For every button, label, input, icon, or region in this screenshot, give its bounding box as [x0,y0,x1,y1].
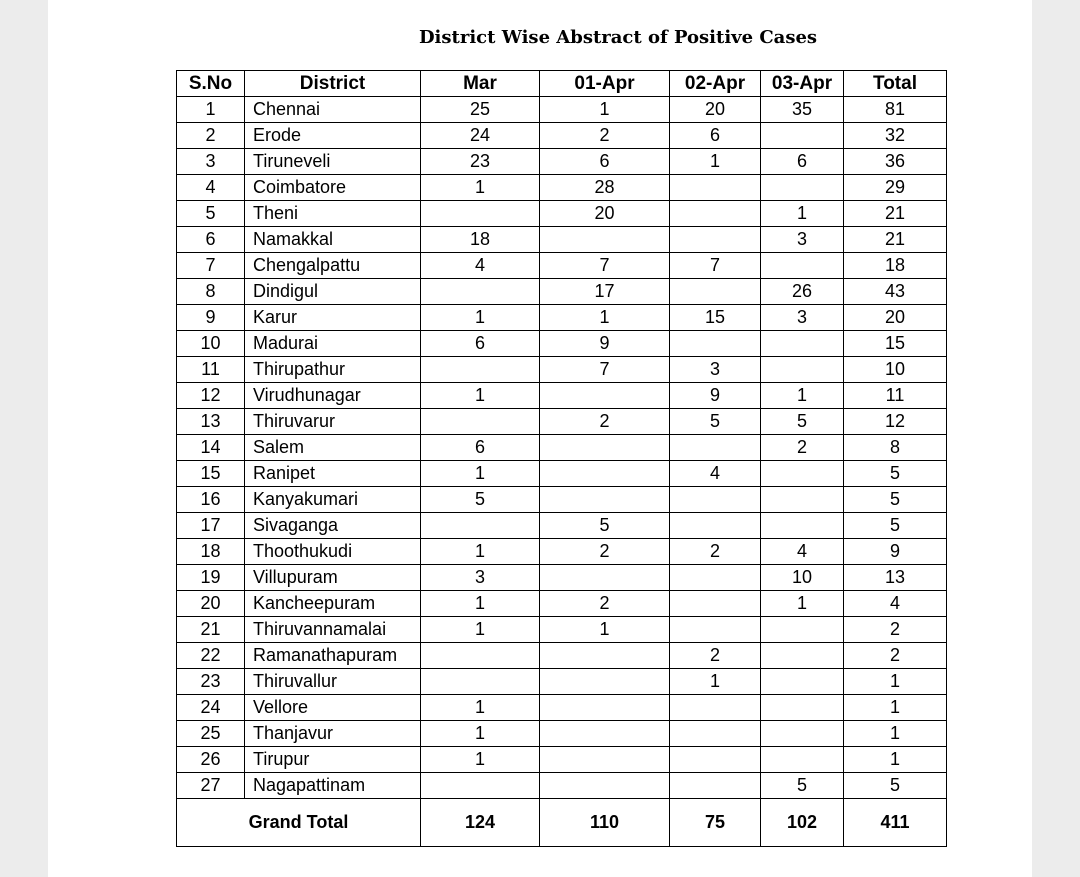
apr03-cell: 2 [761,435,844,461]
apr02-cell [670,435,761,461]
header-sno: S.No [177,71,245,97]
table-row [177,513,947,539]
total-cell: 2 [844,643,947,669]
sno-cell: 10 [177,331,245,357]
apr03-cell [761,695,844,721]
header-mar: Mar [421,71,540,97]
district-cell: Kanyakumari [245,487,421,513]
apr02-cell [670,331,761,357]
total-cell: 9 [844,539,947,565]
apr01-cell: 7 [540,357,670,383]
sno-cell: 6 [177,227,245,253]
district-cell: Theni [245,201,421,227]
table-row [177,773,947,799]
total-cell: 11 [844,383,947,409]
mar-cell [421,201,540,227]
apr01-cell [540,721,670,747]
sno-cell: 20 [177,591,245,617]
sno-cell: 1 [177,97,245,123]
mar-cell: 23 [421,149,540,175]
district-cell: Sivaganga [245,513,421,539]
grand-total-label: Grand Total [177,799,421,847]
district-cell: Tiruneveli [245,149,421,175]
mar-cell: 1 [421,175,540,201]
total-cell: 8 [844,435,947,461]
table-row [177,357,947,383]
apr03-cell: 4 [761,539,844,565]
mar-cell: 4 [421,253,540,279]
grand-total-01-apr: 110 [540,799,670,847]
sno-cell: 9 [177,305,245,331]
mar-cell: 25 [421,97,540,123]
document-page [48,0,1032,877]
apr03-cell [761,175,844,201]
apr01-cell [540,487,670,513]
table-row [177,643,947,669]
mar-cell: 6 [421,435,540,461]
district-cell: Dindigul [245,279,421,305]
table-row [177,721,947,747]
sno-cell: 14 [177,435,245,461]
apr01-cell: 2 [540,591,670,617]
apr01-cell [540,773,670,799]
total-cell: 1 [844,669,947,695]
table-row [177,617,947,643]
district-cell: Tirupur [245,747,421,773]
district-cell: Erode [245,123,421,149]
apr03-cell: 3 [761,227,844,253]
total-cell: 2 [844,617,947,643]
apr02-cell: 4 [670,461,761,487]
mar-cell: 24 [421,123,540,149]
sno-cell: 13 [177,409,245,435]
table-row [177,331,947,357]
header-district: District [245,71,421,97]
apr02-cell [670,175,761,201]
district-cell: Thiruvallur [245,669,421,695]
header-total: Total [844,71,947,97]
sno-cell: 8 [177,279,245,305]
sno-cell: 2 [177,123,245,149]
district-cell: Vellore [245,695,421,721]
total-cell: 1 [844,695,947,721]
mar-cell: 1 [421,617,540,643]
total-cell: 12 [844,409,947,435]
apr03-cell [761,643,844,669]
mar-cell: 1 [421,461,540,487]
district-cell: Villupuram [245,565,421,591]
apr02-cell: 1 [670,149,761,175]
apr02-cell [670,773,761,799]
district-cell: Virudhunagar [245,383,421,409]
sno-cell: 11 [177,357,245,383]
sno-cell: 15 [177,461,245,487]
apr02-cell: 20 [670,97,761,123]
apr01-cell: 28 [540,175,670,201]
mar-cell [421,513,540,539]
grand-total-total: 411 [844,799,947,847]
total-cell: 36 [844,149,947,175]
total-cell: 5 [844,487,947,513]
header-02-apr: 02-Apr [670,71,761,97]
mar-cell: 1 [421,305,540,331]
apr01-cell: 9 [540,331,670,357]
apr03-cell [761,487,844,513]
district-cell: Madurai [245,331,421,357]
apr02-cell: 5 [670,409,761,435]
district-cell: Salem [245,435,421,461]
district-cell: Nagapattinam [245,773,421,799]
apr02-cell [670,721,761,747]
table-row [177,695,947,721]
mar-cell: 1 [421,721,540,747]
apr02-cell [670,565,761,591]
grand-total-mar: 124 [421,799,540,847]
apr02-cell: 2 [670,643,761,669]
district-cell: Thiruvannamalai [245,617,421,643]
total-cell: 18 [844,253,947,279]
table-row [177,435,947,461]
table-row [177,539,947,565]
apr01-cell: 1 [540,617,670,643]
table-row [177,487,947,513]
apr03-cell [761,357,844,383]
sno-cell: 25 [177,721,245,747]
apr01-cell [540,747,670,773]
sno-cell: 21 [177,617,245,643]
apr03-cell [761,331,844,357]
table-row [177,409,947,435]
apr03-cell [761,747,844,773]
apr03-cell [761,253,844,279]
total-cell: 5 [844,513,947,539]
district-cell: Namakkal [245,227,421,253]
apr01-cell: 2 [540,123,670,149]
apr03-cell [761,461,844,487]
apr02-cell: 7 [670,253,761,279]
apr01-cell [540,695,670,721]
district-cell: Chengalpattu [245,253,421,279]
grand-total-03-apr: 102 [761,799,844,847]
sno-cell: 27 [177,773,245,799]
apr01-cell: 2 [540,409,670,435]
district-cell: Ranipet [245,461,421,487]
apr02-cell: 6 [670,123,761,149]
district-cell: Kancheepuram [245,591,421,617]
sno-cell: 24 [177,695,245,721]
apr03-cell [761,669,844,695]
apr03-cell: 3 [761,305,844,331]
apr03-cell: 10 [761,565,844,591]
apr03-cell [761,513,844,539]
sno-cell: 12 [177,383,245,409]
apr01-cell: 1 [540,97,670,123]
total-cell: 13 [844,565,947,591]
total-cell: 81 [844,97,947,123]
district-cell: Chennai [245,97,421,123]
apr03-cell: 26 [761,279,844,305]
table-row [177,669,947,695]
total-cell: 1 [844,721,947,747]
apr01-cell: 20 [540,201,670,227]
apr01-cell [540,669,670,695]
sno-cell: 26 [177,747,245,773]
mar-cell [421,357,540,383]
apr03-cell [761,721,844,747]
sno-cell: 7 [177,253,245,279]
apr03-cell [761,617,844,643]
district-cell: Ramanathapuram [245,643,421,669]
mar-cell: 1 [421,591,540,617]
apr03-cell: 1 [761,383,844,409]
apr03-cell: 35 [761,97,844,123]
apr02-cell [670,227,761,253]
total-cell: 29 [844,175,947,201]
apr01-cell: 2 [540,539,670,565]
table-row [177,747,947,773]
grand-total-02-apr: 75 [670,799,761,847]
apr01-cell [540,461,670,487]
mar-cell: 1 [421,695,540,721]
total-cell: 21 [844,201,947,227]
grand-total-row [177,799,947,847]
table-row [177,97,947,123]
mar-cell: 5 [421,487,540,513]
district-cell: Thoothukudi [245,539,421,565]
apr03-cell: 5 [761,409,844,435]
apr03-cell [761,123,844,149]
cases-table [176,70,947,847]
mar-cell: 6 [421,331,540,357]
apr03-cell: 1 [761,201,844,227]
table-row [177,123,947,149]
total-cell: 15 [844,331,947,357]
table-row [177,565,947,591]
sno-cell: 18 [177,539,245,565]
sno-cell: 19 [177,565,245,591]
total-cell: 10 [844,357,947,383]
table-row [177,305,947,331]
apr01-cell [540,565,670,591]
table-row [177,201,947,227]
apr02-cell [670,279,761,305]
mar-cell [421,409,540,435]
sno-cell: 23 [177,669,245,695]
apr02-cell [670,513,761,539]
table-row [177,383,947,409]
sno-cell: 17 [177,513,245,539]
mar-cell: 18 [421,227,540,253]
apr01-cell: 5 [540,513,670,539]
total-cell: 4 [844,591,947,617]
table-row [177,253,947,279]
table-row [177,591,947,617]
header-03-apr: 03-Apr [761,71,844,97]
apr02-cell: 9 [670,383,761,409]
total-cell: 5 [844,773,947,799]
apr01-cell: 7 [540,253,670,279]
apr02-cell [670,695,761,721]
table-row [177,149,947,175]
apr01-cell: 1 [540,305,670,331]
header-01-apr: 01-Apr [540,71,670,97]
apr03-cell: 5 [761,773,844,799]
header-row [177,71,947,97]
apr01-cell: 6 [540,149,670,175]
table-row [177,279,947,305]
mar-cell [421,643,540,669]
total-cell: 21 [844,227,947,253]
table-row [177,227,947,253]
apr01-cell [540,643,670,669]
apr02-cell [670,591,761,617]
apr02-cell [670,747,761,773]
district-cell: Thirupathur [245,357,421,383]
table-row [177,175,947,201]
apr03-cell: 1 [761,591,844,617]
mar-cell: 3 [421,565,540,591]
apr01-cell [540,435,670,461]
total-cell: 20 [844,305,947,331]
sno-cell: 4 [177,175,245,201]
apr02-cell [670,487,761,513]
apr02-cell [670,201,761,227]
apr02-cell: 2 [670,539,761,565]
mar-cell: 1 [421,747,540,773]
total-cell: 5 [844,461,947,487]
sno-cell: 5 [177,201,245,227]
district-cell: Thiruvarur [245,409,421,435]
district-cell: Coimbatore [245,175,421,201]
table-row [177,461,947,487]
page-title: District Wise Abstract of Positive Cases [418,27,818,48]
sno-cell: 22 [177,643,245,669]
sno-cell: 16 [177,487,245,513]
apr01-cell [540,227,670,253]
mar-cell: 1 [421,383,540,409]
apr01-cell: 17 [540,279,670,305]
district-cell: Karur [245,305,421,331]
apr03-cell: 6 [761,149,844,175]
mar-cell [421,279,540,305]
apr02-cell: 15 [670,305,761,331]
apr02-cell: 1 [670,669,761,695]
mar-cell [421,669,540,695]
apr02-cell [670,617,761,643]
district-cell: Thanjavur [245,721,421,747]
sno-cell: 3 [177,149,245,175]
apr02-cell: 3 [670,357,761,383]
total-cell: 1 [844,747,947,773]
total-cell: 32 [844,123,947,149]
total-cell: 43 [844,279,947,305]
apr01-cell [540,383,670,409]
mar-cell: 1 [421,539,540,565]
mar-cell [421,773,540,799]
